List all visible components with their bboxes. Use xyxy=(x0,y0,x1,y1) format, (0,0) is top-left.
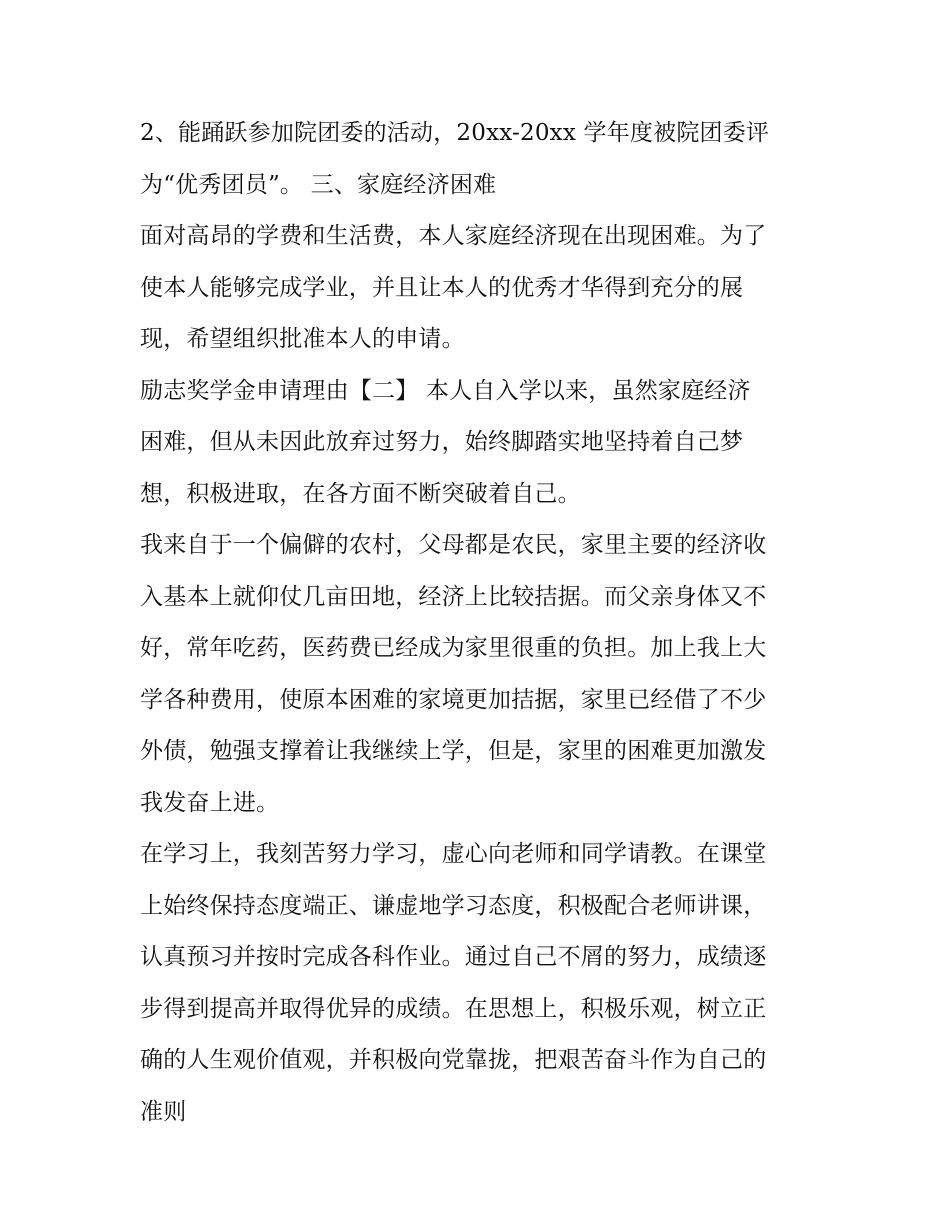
text-line: 2、能踊跃参加院团委的活动，20xx-20xx 学年度被院团委评 xyxy=(140,120,770,146)
text-line: 准则 xyxy=(140,1098,187,1125)
text-line: 为“优秀团员”。 三、家庭经济困难 xyxy=(140,171,497,198)
text-line: 面对高昂的学费和生活费，本人家庭经济现在出现困难。为了 xyxy=(140,223,767,249)
text-line: 学各种费用，使原本困难的家境更加拮据，家里已经借了不少 xyxy=(140,686,767,713)
text-line: 确的人生观价值观，并积极向党靠拢，把艰苦奋斗作为自己的 xyxy=(140,1047,767,1073)
text-line: 认真预习并按时完成各科作业。通过自己不屑的努力，成绩逐 xyxy=(140,944,767,970)
text-line: 上始终保持态度端正、谦虚地学习态度，积极配合老师讲课， xyxy=(140,892,767,919)
text-line: 我发奋上进。 xyxy=(140,789,280,816)
text-line: 好，常年吃药，医药费已经成为家里很重的负担。加上我上大 xyxy=(140,635,767,661)
document-body xyxy=(140,108,820,1138)
text-line: 外债，勉强支撑着让我继续上学，但是，家里的困难更加激发 xyxy=(140,738,767,764)
text-line: 我来自于一个偏僻的农村，父母都是农民，家里主要的经济收 xyxy=(140,532,767,558)
text-line: 励志奖学金申请理由【二】 本人自入学以来，虽然家庭经济 xyxy=(140,377,751,404)
text-line: 使本人能够完成学业，并且让本人的优秀才华得到充分的展 xyxy=(140,274,744,301)
text-line: 入基本上就仰仗几亩田地，经济上比较拮据。而父亲身体又不 xyxy=(140,583,767,610)
text-line: 想，积极进取，在各方面不断突破着自己。 xyxy=(140,480,581,507)
text-line: 在学习上，我刻苦努力学习，虚心向老师和同学请教。在课堂 xyxy=(140,841,767,867)
text-line: 步得到提高并取得优异的成绩。在思想上，积极乐观，树立正 xyxy=(140,995,767,1022)
text-line: 现，希望组织批准本人的申请。 xyxy=(140,326,465,352)
text-line: 困难，但从未因此放弃过努力，始终脚踏实地坚持着自己梦 xyxy=(140,429,744,455)
